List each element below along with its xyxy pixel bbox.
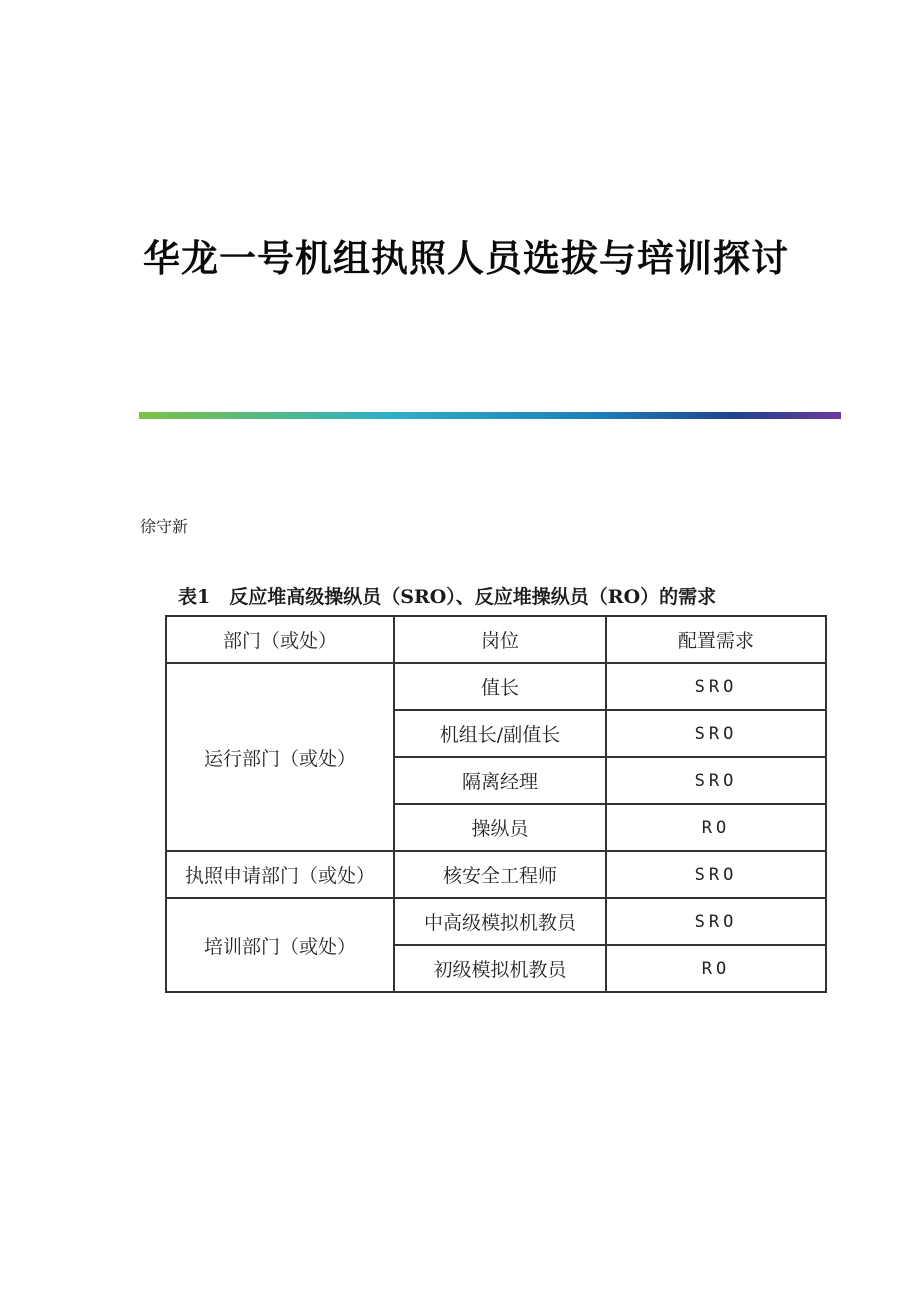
table-caption: 表1 反应堆高级操纵员（SRO）、反应堆操纵员（RO）的需求 <box>178 586 717 608</box>
requirement-cell: SRO <box>606 757 826 804</box>
gradient-divider <box>139 412 841 419</box>
department-cell: 运行部门（或处） <box>166 663 394 851</box>
requirement-cell: RO <box>606 804 826 851</box>
document-title: 华龙一号机组执照人员选拔与培训探讨 <box>143 236 789 280</box>
header-department: 部门（或处） <box>166 616 394 663</box>
requirement-cell: SRO <box>606 898 826 945</box>
requirement-cell: SRO <box>606 663 826 710</box>
requirement-cell: RO <box>606 945 826 992</box>
table-row <box>166 663 826 710</box>
department-cell: 执照申请部门（或处） <box>166 851 394 898</box>
position-cell: 核安全工程师 <box>394 851 606 898</box>
position-cell: 初级模拟机教员 <box>394 945 606 992</box>
position-cell: 操纵员 <box>394 804 606 851</box>
position-cell: 中高级模拟机教员 <box>394 898 606 945</box>
table-row <box>166 851 826 898</box>
requirements-table <box>165 615 827 993</box>
requirement-cell: SRO <box>606 710 826 757</box>
table-header-row <box>166 616 826 663</box>
header-requirement: 配置需求 <box>606 616 826 663</box>
requirement-cell: SRO <box>606 851 826 898</box>
table-row <box>166 898 826 945</box>
author-name: 徐守新 <box>140 517 189 536</box>
position-cell: 隔离经理 <box>394 757 606 804</box>
department-cell: 培训部门（或处） <box>166 898 394 992</box>
header-position: 岗位 <box>394 616 606 663</box>
position-cell: 值长 <box>394 663 606 710</box>
position-cell: 机组长/副值长 <box>394 710 606 757</box>
